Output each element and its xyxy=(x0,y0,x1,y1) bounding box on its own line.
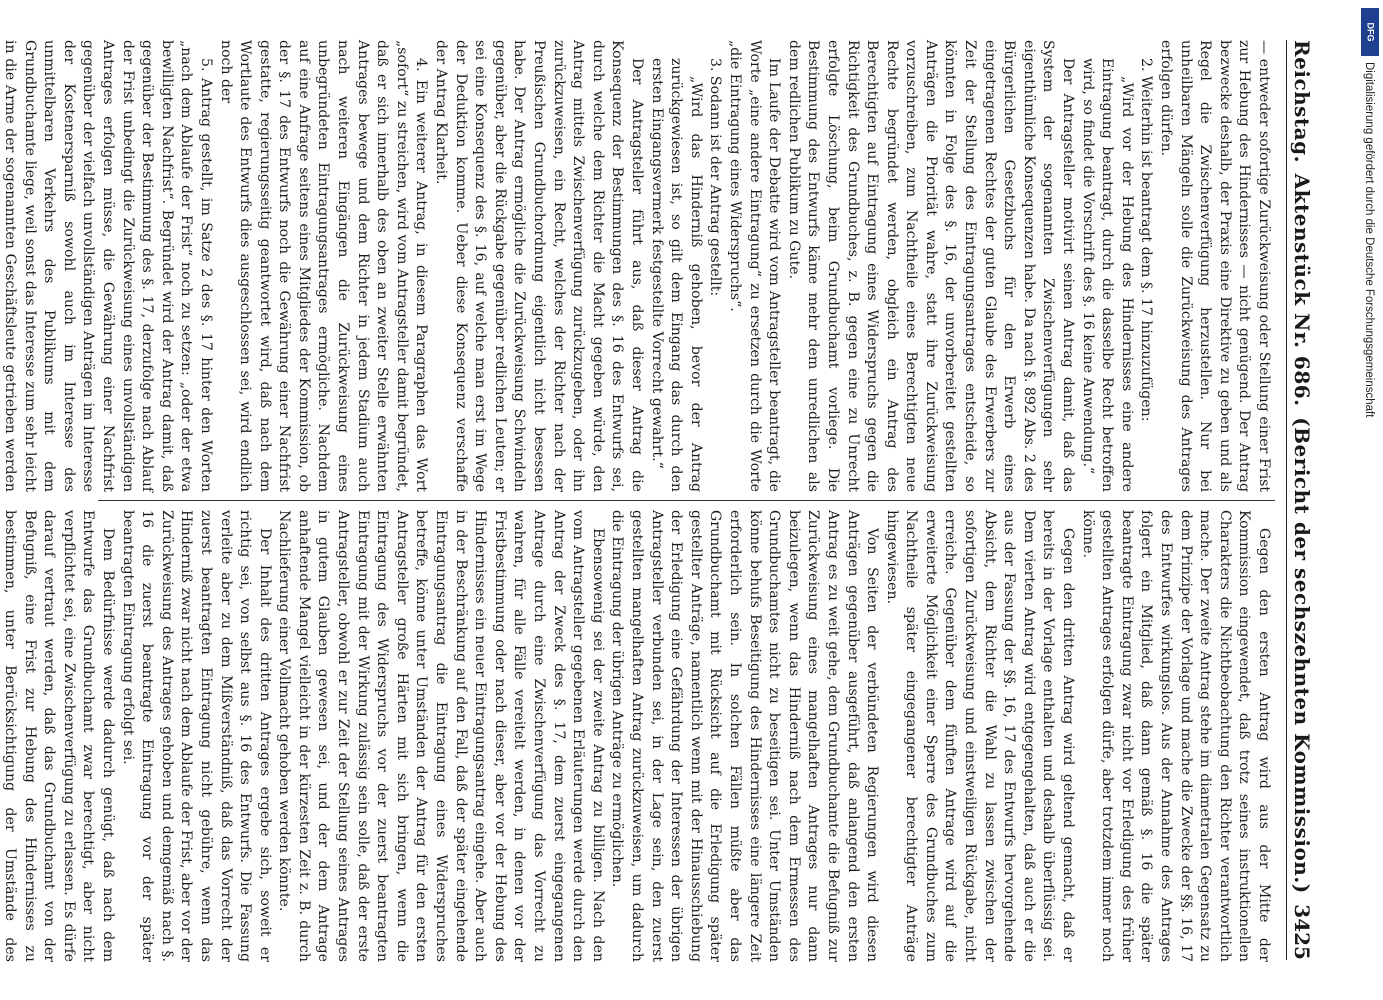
header-center: Aktenstück Nr. 686. xyxy=(1290,173,1314,407)
paragraph: Im Laufe der Debatte wird vom Antragsteller beantragt, die Worte „eine andere Eintragung“ zu ersetzen durch die Worte „die Eintragung eines Widerspruchs“. xyxy=(726,40,783,492)
paragraph: — entweder sofortige Zurückweisung oder Stellung einer Frist zur Hebung des Hindernisses — nicht genügend. Der Antrag bezwecke deshalb, der Praxis eine Direktive zu geben und als Regel die Zwischenverfügung herzustellen. Nur bei unheilbaren Mängeln solle die Zurückweisung des Antrages erfolgen dürfen. xyxy=(1158,40,1272,492)
paragraph: Dem Bedürfnisse werde dadurch genügt, daß nach dem Entwurfe das Grundbuchamt zwar berechtigt, aber nicht verpflichtet sei, eine Zwischenverfügung zu erlassen. Es dürfe darauf vertraut werden, daß das Grundbuchamt von der Befugniß, eine Frist zur Hebung des Hindernisses zu bestimmen, unter Berücksichtigung der Umstände des xyxy=(2,510,116,962)
header-left: Reichstag. xyxy=(1290,40,1314,164)
paragraph: Der Antragsteller motivirt seinen Antrag damit, daß das System der sogenannten Zwischenverfügungen sehr eigenthümliche Konsequenzen habe. Da nach §. 892 Abs. 2 des Bürgerlichen Gesetzbuchs für den Erwerb eines eingetragenen Rechtes der guten Glaube des Erwerbers zur Zeit der Stellung des Eintragungsantrages entscheide, so könnten in Folge des §. 16, der unvorbereitet gestellten Anträgen die Priorität wahre, statt ihre Zurückweisung vorzuschreiben, zum Nachtheile eines Berechtigten neue Rechte begründet werden, obgleich ein Antrag des Berechtigten auf Eintragung eines Widerspruchs gegen die Richtigkeit des Grundbuches, z. B. gegen eine zu Unrecht erfolgte Löschung, beim Grundbuchamt vorliege. Die Bestimmung des Entwurfs käme mehr dem unredlichen als dem redlichen Publikum zu Gute. xyxy=(785,40,1077,492)
column-divider xyxy=(98,500,1275,501)
credit-text: Digitalisierung gefördert durch die Deutsche Forschungsgemeinschaft xyxy=(1363,62,1375,418)
paragraph: 5. Antrag gestellt, im Satze 2 des §. 17 hinter den Worten „nach dem Ablaufe der Frist“ noch zu setzen: „oder der etwa bewilligten Nachfrist“. Begründet wird der Antrag damit, daß gegenüber der Bestimmung des §. 17, derzufolge nach Ablauf der Frist unbedingt die Zurückweisung eines unvollständigen Antrages erfolgen müsse, die Gewährung einer Nachfrist gegenüber der vielfach unvollständigen Anträgen im Interesse der Kostenersparniß sowohl auch im Interesse des unmittelbaren Verkehrs des Publikums mit dem Grundbuchamte liege, weil sonst das Interesse zum sehr leicht in die Arme der sogenannten Geschäftsleute getrieben werden xyxy=(2,40,214,492)
paragraph: Ebensowenig sei der zweite Antrag zu billigen. Nach den vom Antragsteller gegebenen Erläuterungen werde durch den Antrag der Zweck des §. 17, dem zuerst eingegangenen Antrage durch eine Zwischenverfügung das Vorrecht zu wahren, für alle Fälle vereitelt werden, in denen vor der Fristbestimmung oder nach dieser, aber vor der Hebung des Hindernisses ein neuer Eintragungsantrag eingehe. Aber auch in der Beschränkung auf den Fall, daß der später eingehende Eintragungsantrag die Eintragung eines Widerspruches betreffe, könne unter Umständen der Antrag für den ersten Antragsteller große Härten mit sich bringen, wenn die Eintragung des Widerspruchs vor der zuerst beantragten Eintragung mit der Wirkung zulässig sein solle, daß der erste Antragsteller, obwohl er zur Zeit der Stellung seines Antrages in gutem Glauben gewesen sei, und der dem Antrage anhaftende Mangel vielleicht in der kürzesten Zeit z. B. durch Nachlieferung einer Vollmacht gehoben werden könnte. xyxy=(276,510,606,962)
header-center-2: (Bericht der sechszehnten Kommission.) xyxy=(1290,417,1314,894)
dfg-logo-icon: DFG xyxy=(1361,8,1379,56)
paragraph: Der Inhalt des dritten Antrages ergebe sich, soweit er richtig sei, von selbst aus §. 16 des Entwurfs. Die Fassung verleite aber zu dem Mißverständniß, daß das Vorrecht der zuerst beantragten Eintragung nicht gebühre, wenn das Hinderniß zwar nicht nach dem Ablaufe der Frist, aber vor der Zurückweisung des Antrages gehoben und demgemäß nach §. 16 die zuerst beantragte Eintragung vor der später beantragten Eintragung erfolgt sei. xyxy=(119,510,273,962)
paragraph: Gegen den ersten Antrag wird aus der Mitte der Kommission eingewendet, daß trotz seines instruktionellen Charakters die Nichtbeobachtung den Richter verantwortlich mache. Der zweite Antrag stehe im diametralen Gegensatz zu dem Prinzipe der Vorlage und mache die Zwecke der §§. 16, 17 des Entwurfes wirkungslos. Aus der Annahme des Antrages folgert ein Mitglied, daß dann gemäß §. 16 die später beantragte Eintragung zwar nicht vor Erledigung des früher gestellten Antrages erfolgen dürfe, aber trotzdem immer noch könne. xyxy=(1079,510,1272,962)
paragraph: „Wird vor der Hebung des Hindernisses eine andere Eintragung beantragt, durch die dasselbe Recht betroffen wird, so findet die Vorschrift des §. 16 keine Anwendung.“ xyxy=(1079,58,1135,492)
paragraph: „Wird das Hinderniß gehoben, bevor der Antrag zurückgewiesen ist, so gilt dem Eingang das durch den ersten Eingangsvermerk festgestellte Vorrecht gewahrt.“ xyxy=(648,58,704,492)
digitization-credit xyxy=(1359,62,1377,682)
paragraph: Der Antragsteller führt aus, daß dieser Antrag die Konsequenz der Bestimmungen des §. 16 des Entwurfs sei, durch welche dem Richter die Macht gegeben würde, den Antrag mittels Zwischenverfügung zurückzugeben, oder ihn zurückzuweisen, ein Recht, welches der Richter nach der Preußischen Grundbuchordnung eigentlich nicht besessen habe. Der Antrag ermögliche die Zurückweisung Schwindeln gegenüber, aber die Rückgabe gegenüber redlichen Leuten; er sei eine Konsequenz des §. 16, auf welche man erst im Wege der Deduktion komme. Ueber diese Konsequenz verschaffe der Antrag Klarheit. xyxy=(433,40,645,492)
paragraph: 2. Weiterhin ist beantragt dem §. 17 hinzuzufügen: xyxy=(1138,58,1155,422)
paragraph: 4. Ein weiterer Antrag, in diesem Paragraphen das Wort „sofort“ zu streichen, wird vom Antragsteller damit begründet, daß er sich innerhalb des oben an zweiter Stelle erwähnten Antrages bewege und dem Richter in jedem Stadium auch nach weiteren Eingängen die Zurückweisung eines unbegründeten Eintragungsantrages ermögliche. Nachdem auf eine Anfrage seitens eines Mitgliedes der Kommission, ob der §. 17 des Entwurfs noch die Gewährung einer Nachfrist gestatte, regierungsseitig geantwortet wird, daß nach dem Wortlaute des Entwurfs dies ausgeschlossen sei, wird endlich noch der xyxy=(217,40,430,492)
page-number: 3425 xyxy=(1290,904,1314,960)
paragraph: Gegen den dritten Antrag wird geltend gemacht, daß er bereits in der Vorlage enthalten und deshalb überflüssig sei. Dem vierten Antrag wird entgegengehalten, daß auch er die aus der Fassung der §§. 16, 17 des Entwurfs hervorgehende Absicht, dem Richter die Wahl zu lassen zwischen der sofortigen Zurückweisung und einstweiligen Rückgabe, nicht erreiche. Gegenüber dem fünften Antrage wird auf die erweiterte Möglichkeit einer Sperre des Grundbuches zum Nachtheile später eingegangener berechtigter Anträge hingewiesen. xyxy=(883,510,1077,962)
paragraph: 3. Sodann ist der Antrag gestellt: xyxy=(707,58,724,297)
page-header xyxy=(1286,40,1317,960)
paragraph: Von Seiten der verbündeten Regierungen wird diesen Anträgen gegenüber ausgeführt, daß anlangend den ersten Antrag es zu weit gehe, dem Grundbuchamte die Befugniß zur Zurückweisung eines mangelhaften Antrages nur dann beizulegen, wenn das Hinderniß nach dem Ermessen des Grundbuchamtes nicht zu beseitigen sei. Unter Umständen könne behufs Beseitigung des Hindernisses eine längere Zeit erforderlich sein. In solchen Fällen müßte aber das Grundbuchamt mit Rücksicht auf die Erledigung später gestellter Anträge, namentlich wenn mit der Hinausschiebung der Erledigung eine Gefährdung der Interessen der übrigen Antragsteller verbunden sei, in der Lage sein, den zuerst gestellten mangelhaften Antrag zurückzuweisen, um dadurch die Eintragung der übrigen Anträge zu ermöglichen. xyxy=(609,510,881,962)
left-column xyxy=(2,40,1273,492)
right-column xyxy=(2,510,1273,962)
